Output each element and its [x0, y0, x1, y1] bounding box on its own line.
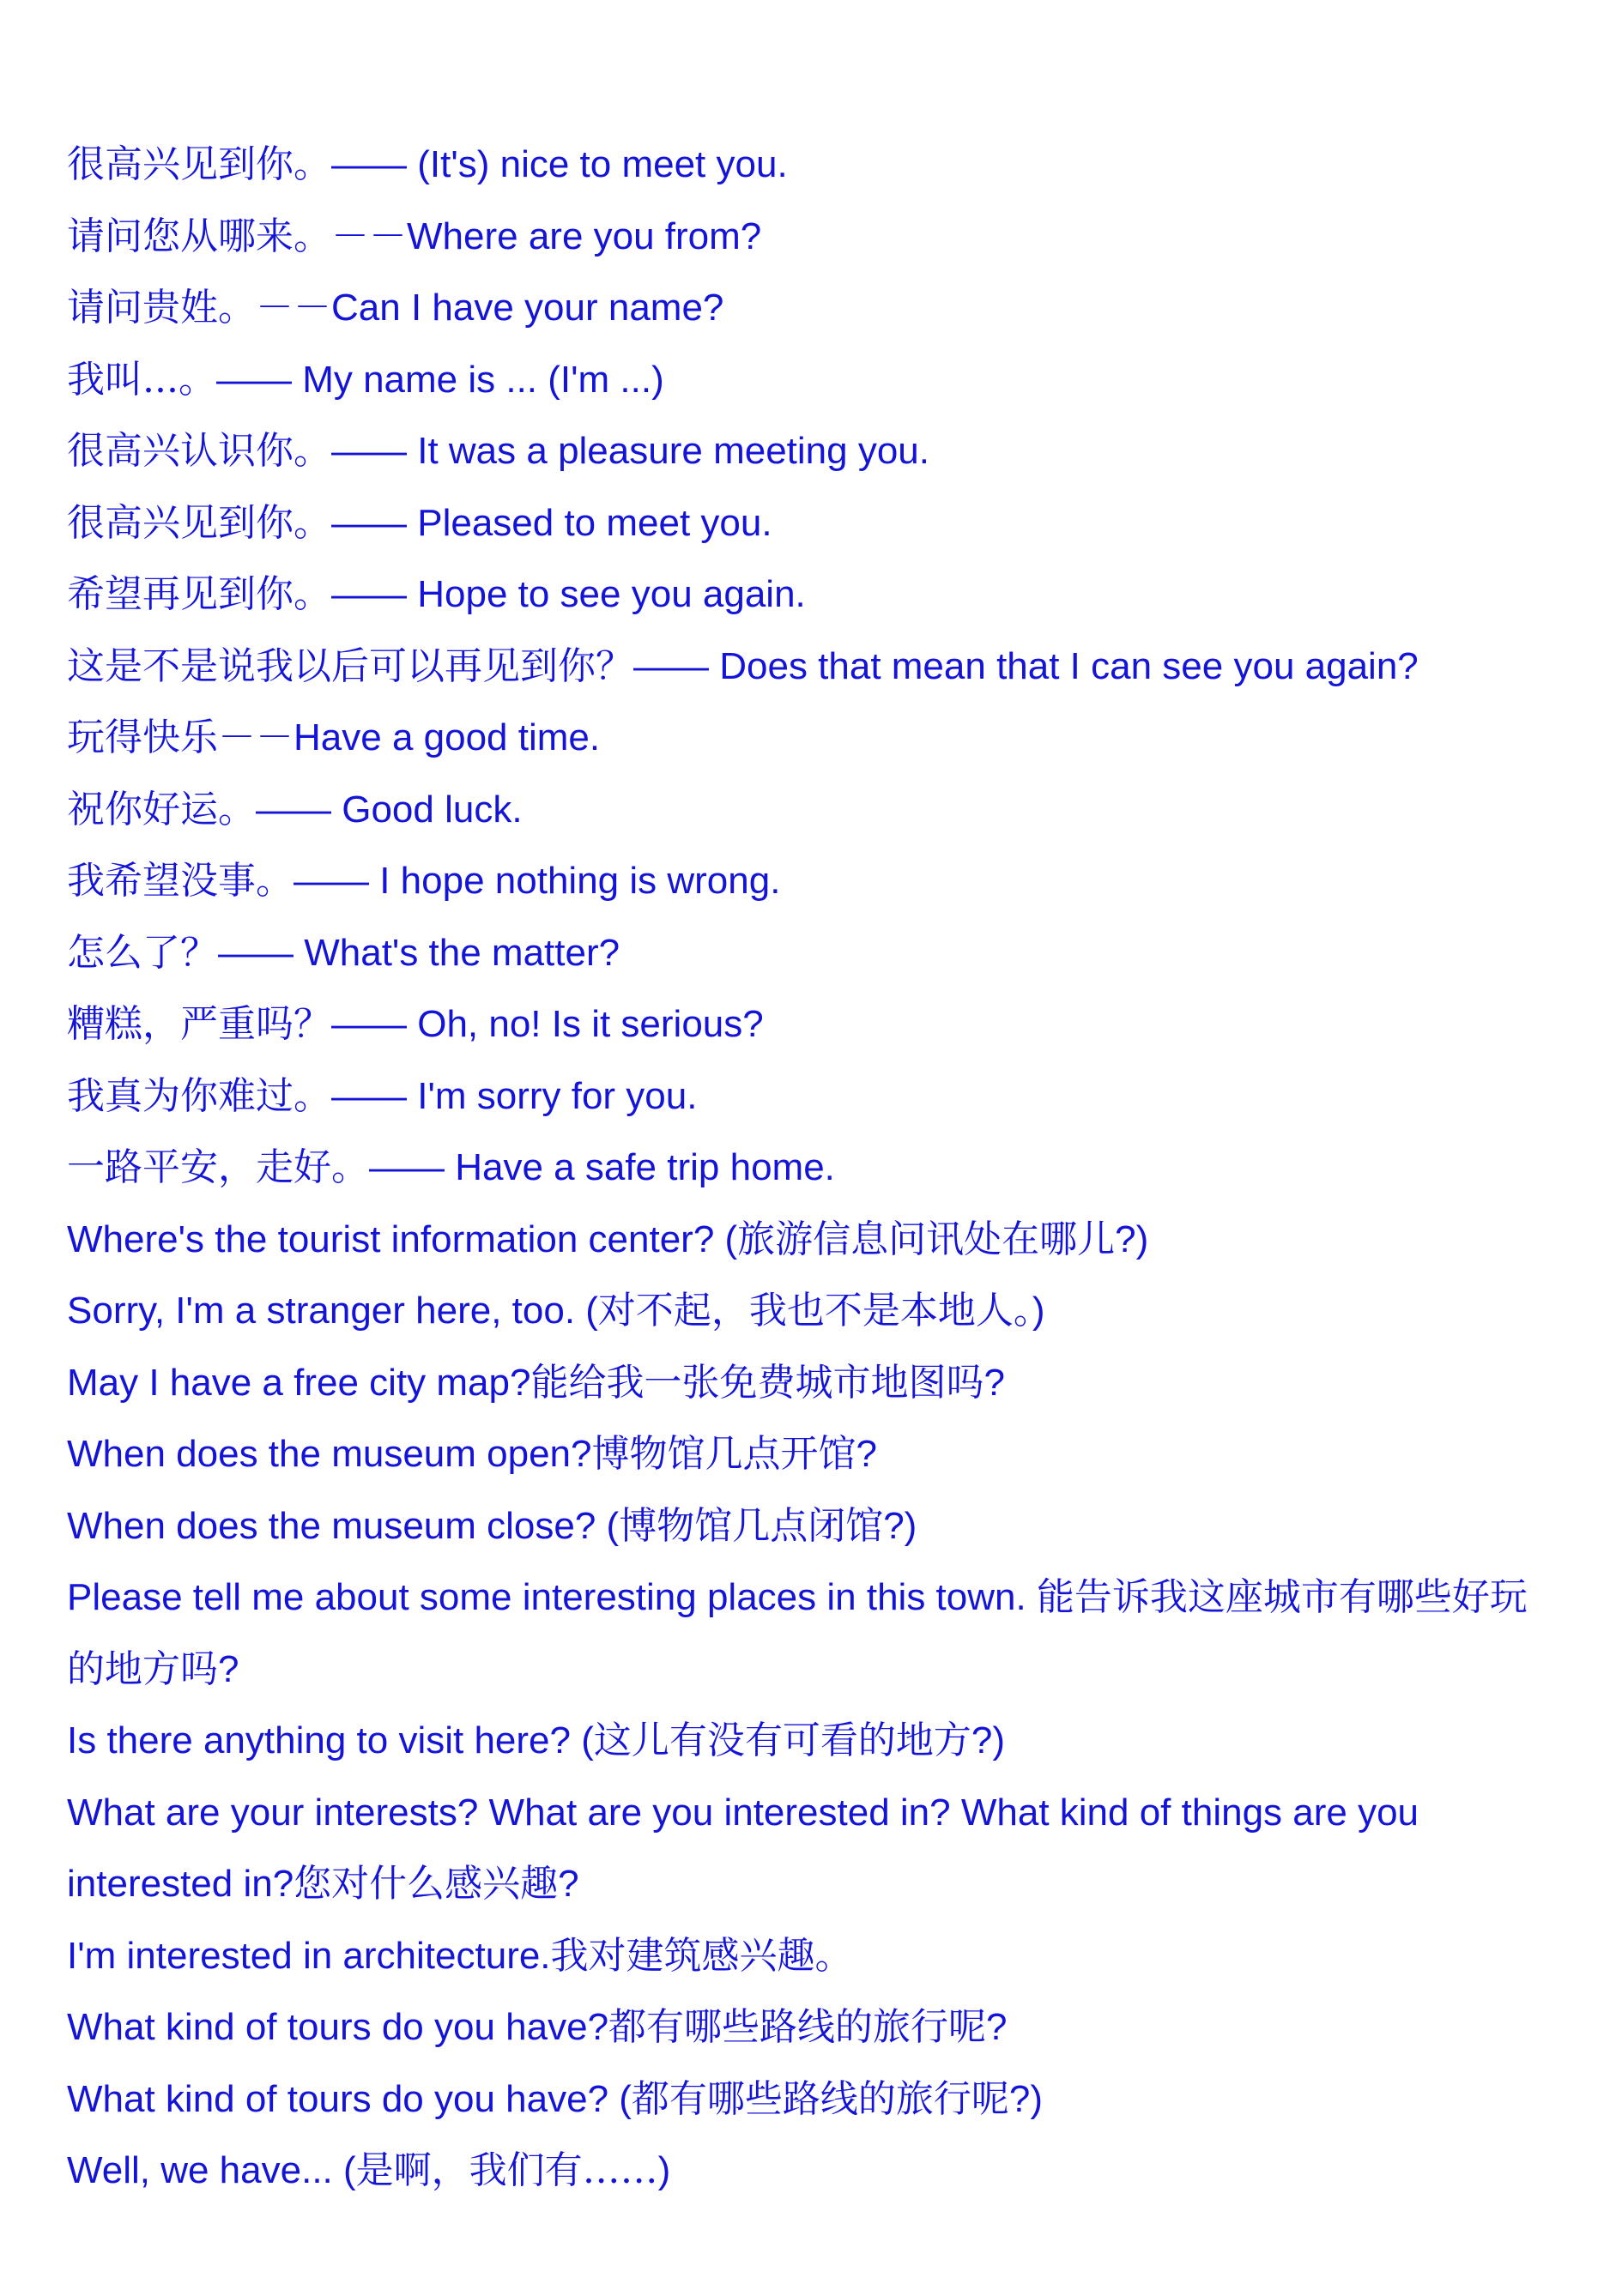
english-text: Well, we have... (	[67, 2149, 356, 2191]
english-text: What kind of tours do you have? (	[67, 2077, 632, 2120]
chinese-text: 是啊，我们有……	[355, 2148, 658, 2192]
trailing-punctuation: ?)	[1008, 2077, 1044, 2120]
phrase-line	[67, 1204, 1560, 1276]
trailing-punctuation: )	[657, 2149, 671, 2191]
english-text: —— (It's) nice to meet you.	[331, 143, 788, 185]
phrase-line	[67, 1705, 1560, 1777]
phrase-line	[67, 1418, 1560, 1490]
phrase-line	[67, 1490, 1560, 1562]
chinese-text: 怎么了？	[67, 930, 218, 975]
chinese-text: 希望再见到你。	[67, 572, 331, 616]
chinese-text: 能告诉我这座城市有哪些好玩的地方吗	[67, 1575, 1528, 1691]
phrase-line	[67, 415, 1560, 487]
phrase-line	[67, 1920, 1560, 1992]
english-text: Sorry, I'm a stranger here, too. (	[67, 1290, 598, 1332]
chinese-text: 您对什么感兴趣	[294, 1862, 559, 1906]
chinese-text: 请问贵姓。－－	[67, 286, 331, 329]
phrase-line	[67, 1347, 1560, 1419]
english-text: Have a good time.	[294, 716, 601, 758]
chinese-text: 这是不是说我以后可以再见到你？	[67, 643, 633, 688]
trailing-punctuation: ?	[856, 1433, 877, 1475]
english-text: When does the museum close? (	[67, 1504, 620, 1547]
english-text: Where's the tourist information center? (	[67, 1217, 738, 1260]
phrase-line	[67, 917, 1560, 989]
english-text: —— What's the matter?	[218, 931, 620, 974]
chinese-text: 博物馆几点开馆	[591, 1432, 856, 1476]
english-text: —— Hope to see you again.	[331, 573, 806, 615]
english-text: —— Have a safe trip home.	[369, 1146, 835, 1188]
english-text: —— Does that mean that I can see you again?	[633, 644, 1419, 687]
chinese-text: 我真为你难过。	[67, 1073, 331, 1118]
trailing-punctuation: ?	[218, 1647, 239, 1690]
phrase-line	[67, 702, 1560, 774]
phrase-line	[67, 559, 1560, 631]
chinese-text: 请问您从哪来。－－	[67, 214, 407, 258]
trailing-punctuation: ?)	[883, 1504, 917, 1547]
trailing-punctuation: ?	[983, 1361, 1005, 1404]
phrase-line	[67, 845, 1560, 917]
trailing-punctuation: ?)	[971, 1719, 1005, 1761]
phrase-line	[67, 201, 1560, 273]
english-text: —— Good luck.	[256, 788, 523, 831]
trailing-punctuation: ?	[558, 1863, 579, 1905]
chinese-text: 都有哪些路线的旅行呢	[608, 2005, 987, 2049]
phrase-line	[67, 2135, 1560, 2207]
chinese-text: 很高兴见到你。	[67, 500, 331, 545]
phrase-line	[67, 1562, 1560, 1705]
trailing-punctuation: ?	[986, 2006, 1008, 2048]
english-text: —— Oh, no! Is it serious?	[331, 1003, 764, 1045]
phrase-line	[67, 487, 1560, 559]
chinese-text: 我叫...。	[67, 357, 216, 402]
english-text: What kind of tours do you have?	[67, 2006, 609, 2048]
chinese-text: 都有哪些路线的旅行呢	[631, 2076, 1009, 2121]
phrase-line	[67, 988, 1560, 1060]
trailing-punctuation: )	[1032, 1290, 1045, 1332]
phrase-line	[67, 344, 1560, 416]
chinese-text: 博物馆几点闭馆	[619, 1503, 884, 1548]
english-text: Please tell me about some interesting places in this town.	[67, 1576, 1037, 1618]
phrase-line	[67, 1132, 1560, 1204]
phrase-line	[67, 272, 1560, 344]
chinese-text: 能给我一张免费城市地图吗	[530, 1360, 984, 1405]
phrase-line	[67, 1275, 1560, 1347]
english-text: —— Pleased to meet you.	[331, 501, 772, 544]
chinese-text: 旅游信息问讯处在哪儿	[737, 1217, 1116, 1261]
english-text: —— My name is ... (I'm ...)	[215, 358, 664, 401]
english-text: When does the museum open?	[67, 1433, 592, 1475]
phrase-line	[67, 1060, 1560, 1133]
trailing-punctuation: ?)	[1115, 1217, 1149, 1260]
chinese-text: 糟糕，严重吗？	[67, 1002, 331, 1046]
chinese-text: 对不起，我也不是本地人。	[597, 1289, 1032, 1332]
english-text: —— I'm sorry for you.	[331, 1074, 698, 1117]
chinese-text: 这儿有没有可看的地方	[593, 1719, 971, 1762]
english-text: Can I have your name?	[331, 287, 724, 329]
english-text: What are your interests? What are you interested in? What kind of things are you interested in?	[67, 1791, 1419, 1905]
english-text: Is there anything to visit here? (	[67, 1719, 594, 1761]
chinese-text: 玩得快乐－－	[67, 716, 294, 759]
phrase-line	[67, 774, 1560, 846]
phrase-line	[67, 1991, 1560, 2063]
chinese-text: 我对建筑感兴趣。	[550, 1933, 853, 1978]
english-text: Where are you from?	[407, 214, 762, 257]
phrase-line	[67, 1777, 1560, 1920]
chinese-text: 很高兴认识你。	[67, 429, 331, 473]
chinese-text: 一路平安，走好。	[67, 1145, 369, 1189]
phrase-line	[67, 2063, 1560, 2136]
document-page	[67, 129, 1560, 2207]
english-text: May I have a free city map?	[67, 1361, 531, 1404]
english-text: I'm interested in architecture.	[67, 1934, 551, 1977]
chinese-text: 祝你好运。	[67, 787, 256, 831]
phrase-line	[67, 631, 1560, 703]
chinese-text: 很高兴见到你。	[67, 142, 331, 186]
english-text: —— I hope nothing is wrong.	[294, 860, 781, 902]
english-text: —— It was a pleasure meeting you.	[331, 430, 929, 472]
chinese-text: 我希望没事。	[67, 859, 294, 903]
phrase-line	[67, 129, 1560, 201]
